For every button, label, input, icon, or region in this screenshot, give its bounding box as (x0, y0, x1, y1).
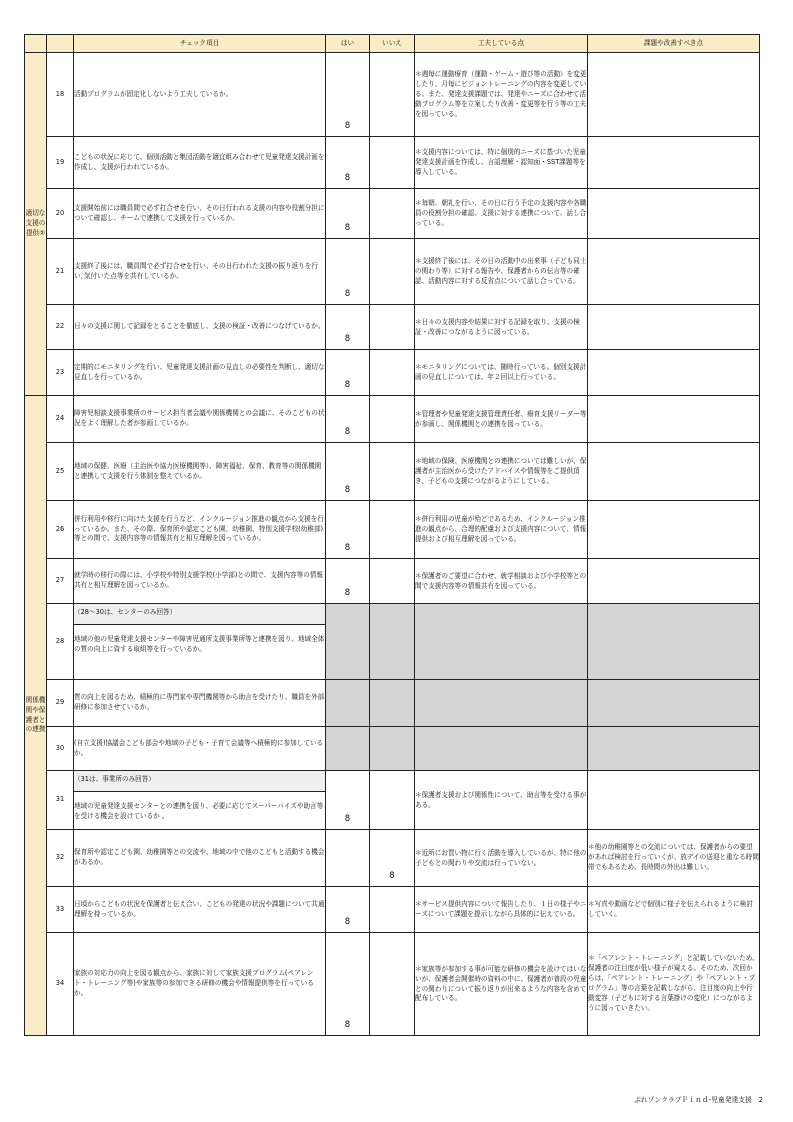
yes-count: 8 (326, 396, 370, 443)
category-cell: 適切な支援の提供② (25, 53, 47, 396)
header-yes: はい (326, 35, 370, 53)
yes-count: 8 (326, 887, 370, 933)
issue-text: ＊「ペアレント・トレーニング」と記載していないため、保護者の注目度が低い様子が窺える。そのため、次回からは、「ペアレント・トレーニング」や「ペアレント・プログラム」等の言葉を記載しながら、注目度の向上や行動変容（子どもに対する言葉掛けの変化）につながるように図っていきたい。 (588, 933, 760, 1036)
check-item: 家族の対応力の向上を図る観点から、家族に対して家族支援プログラム(ペアレント・トレーニング等)や家族等の参加できる研修の機会や情報提供等を行っているか。 (74, 933, 326, 1036)
no-count (370, 350, 415, 396)
header-blank-cat (25, 35, 47, 53)
table-row (25, 305, 760, 350)
yes-count: 8 (326, 933, 370, 1036)
row-number: 29 (47, 680, 74, 727)
table-row (25, 396, 760, 443)
yes-count (326, 830, 370, 887)
check-item: (自立支援)協議会こども部会や地域の子ども・子育て会議等へ積極的に参加しているか。 (74, 727, 326, 771)
yes-count (326, 727, 370, 771)
table-row (25, 830, 760, 887)
table-row (25, 443, 760, 501)
improvement-text: ＊支援内容については、特に個別的ニーズに基づいた児童発達支援計画を作成し、言語理解・認知面・SST課題等を導入している。 (415, 137, 588, 189)
issue-text (588, 137, 760, 189)
issue-text (588, 305, 760, 350)
improvement-text (415, 680, 588, 727)
table-row (25, 501, 760, 559)
yes-count: 8 (326, 239, 370, 305)
issue-text (588, 53, 760, 137)
category-cell: 関係機関や保護者との連携 (25, 396, 47, 1036)
yes-count (326, 680, 370, 727)
row-number: 22 (47, 305, 74, 350)
no-count (370, 443, 415, 501)
yes-count: 8 (326, 305, 370, 350)
improvement-text: ＊毎朝、朝礼を行い、その日に行う予定の支援内容や各職員の役割分担の確認、支援に対する連携について、話し合っている。 (415, 189, 588, 239)
improvement-text: ＊モニタリングについては、随時行っている。個別支援計画の見直しについては、年２回以上行っている。 (415, 350, 588, 396)
improvement-text (415, 727, 588, 771)
header-row (25, 35, 760, 53)
answer-scope-note: （31は、事業所のみ回答） (74, 771, 326, 793)
issue-text: ＊他の幼稚園等との交流については、保護者からの要望があれば検討を行っていくが、放デイの送迎と重なる時間帯でもあるため、長時間の外出は難しい。 (588, 830, 760, 887)
issue-text (588, 727, 760, 771)
header-blank-num (47, 35, 74, 53)
table-row (25, 771, 760, 830)
issue-text (588, 604, 760, 680)
header-no: いいえ (370, 35, 415, 53)
improvement-text: ＊保護者のご要望に合わせ、就学相談および小学校等との間で支援内容等の情報共有を図っている。 (415, 559, 588, 604)
check-item: 支援終了後には、職員間で必ず打合せを行い、その日行われた支援の振り返りを行い､気付いた点等を共有しているか。 (74, 239, 326, 305)
no-count (370, 189, 415, 239)
table-row (25, 727, 760, 771)
row-number: 25 (47, 443, 74, 501)
improvement-text: ＊近所にお買い物に行く活動を導入しているが、特に他の子どもとの関わりや交流は行っていない。 (415, 830, 588, 887)
no-count (370, 680, 415, 727)
table-row (25, 53, 760, 137)
issue-text (588, 443, 760, 501)
check-item-text: 地域の児童発達支援センターとの連携を図り、必要に応じてスーパーバイズや助言等を受ける機会を設けているか 。 (74, 802, 324, 820)
yes-count: 8 (326, 443, 370, 501)
improvement-text: ＊保護者支援および関係性について、助言等を受ける事がある。 (415, 771, 588, 830)
check-item: 支援開始前には職員間で必ず打合せを行い、その日行われる支援の内容や役割分担について確認し、チームで連携して支援を行っているか。 (74, 189, 326, 239)
improvement-text: ＊支援終了後には、その日の活動中の出来事（子ども同士の関わり等）に対する報告や、保護者からの伝言等の確認、活動内容に対する反省点について話し合っている。 (415, 239, 588, 305)
no-count (370, 604, 415, 680)
table-row (25, 239, 760, 305)
answer-scope-note: （28～30は、センターのみ回答） (74, 604, 326, 626)
check-item (74, 604, 326, 680)
issue-text (588, 350, 760, 396)
issue-text (588, 771, 760, 830)
no-count: 8 (370, 830, 415, 887)
row-number: 32 (47, 830, 74, 887)
check-item: 就学時の移行の際には、小学校や特別支援学校(小学部)との間で、支援内容等の情報共有と相互理解を図っているか。 (74, 559, 326, 604)
improvement-text: ＊家族等が参加する事が可能な研修の機会を設けてはいないが、保護者会開催時の資料の中に、保護者が普段の児童との関わりについて振り返りが出来るような内容を含めて配布している。 (415, 933, 588, 1036)
row-number: 18 (47, 53, 74, 137)
check-item (74, 771, 326, 830)
check-item: 障害児相談支援事業所のサービス担当者会議や関係機関との会議に、そのこどもの状況をよく理解した者が参画しているか。 (74, 396, 326, 443)
check-item: 活動プログラムが固定化しないよう工夫しているか。 (74, 53, 326, 137)
improvement-text: ＊週毎に運動療育（運動・ゲーム・遊び等の活動）を変更したり、月毎にビジョントレーニングの内容を変更している。また、発達支援課題では、発達やニーズに合わせて活動プログラム等を立案したり改善・変更等を行う等の工夫を図っている。 (415, 53, 588, 137)
issue-text (588, 501, 760, 559)
check-item: 日頃からこどもの状況を保護者と伝え合い、こどもの発達の状況や課題について共通理解を持っているか。 (74, 887, 326, 933)
improvement-text: ＊地域の保険、医療機関との連携については難しいが、保護者が主治医から受けたアドバイスや情報等をご提供頂き、子どもの支援につながるようにしている。 (415, 443, 588, 501)
check-item-text: 地域の他の児童発達支援センターや障害児通所支援事業所等と連携を図り、地域全体の質の向上に資する取組等を行っているか。 (74, 635, 325, 653)
issue-text (588, 189, 760, 239)
row-number: 23 (47, 350, 74, 396)
no-count (370, 53, 415, 137)
check-item: 併行利用や移行に向けた支援を行うなど、インクルージョン推進の観点から支援を行っているか。また、その際、保育所や認定こども園、幼稚園、特別支援学校(幼稚部)等との間で、支援内容等の情報共有と相互理解を図っているか。 (74, 501, 326, 559)
yes-count: 8 (326, 137, 370, 189)
check-item: 地域の保健、医療（主治医や協力医療機関等）、障害福祉、保育、教育等の関係機関と連携して支援を行う体制を整えているか。 (74, 443, 326, 501)
yes-count: 8 (326, 501, 370, 559)
header-check-item: チェック項目 (74, 35, 326, 53)
table-row (25, 137, 760, 189)
header-improvements: 工夫している点 (415, 35, 588, 53)
yes-count (326, 604, 370, 680)
table-row (25, 680, 760, 727)
no-count (370, 396, 415, 443)
no-count (370, 305, 415, 350)
table-row (25, 933, 760, 1036)
no-count (370, 137, 415, 189)
improvement-text: ＊日々の支援内容や結果に対する記録を取り、支援の検証・改善につながるように図っている。 (415, 305, 588, 350)
checklist-table (24, 34, 760, 1036)
issue-text (588, 239, 760, 305)
row-number: 21 (47, 239, 74, 305)
row-number: 26 (47, 501, 74, 559)
improvement-text: ＊併行利用の児童が殆どであるため、インクルージョン推進の観点から、合理的配慮および支援内容について、情報提供および相互理解を図っている。 (415, 501, 588, 559)
no-count (370, 501, 415, 559)
yes-count: 8 (326, 559, 370, 604)
row-number: 31 (47, 771, 74, 830)
yes-count: 8 (326, 771, 370, 830)
check-item: 定期的にモニタリングを行い、児童発達支援計画の見直しの必要性を判断し、適切な見直しを行っているか。 (74, 350, 326, 396)
check-item: 保育所や認定こども園、幼稚園等との交流や、地域の中で他のこどもと活動する機会があるか。 (74, 830, 326, 887)
row-number: 20 (47, 189, 74, 239)
no-count (370, 771, 415, 830)
no-count (370, 239, 415, 305)
table-row (25, 350, 760, 396)
row-number: 19 (47, 137, 74, 189)
issue-text (588, 559, 760, 604)
yes-count: 8 (326, 189, 370, 239)
row-number: 30 (47, 727, 74, 771)
check-item: こどもの状況に応じて、個別活動と集団活動を適宜組み合わせて児童発達支援計画を作成し、支援が行われているか。 (74, 137, 326, 189)
issue-text (588, 396, 760, 443)
no-count (370, 887, 415, 933)
improvement-text (415, 604, 588, 680)
table-row (25, 189, 760, 239)
check-item: 質の向上を図るため、積極的に専門家や専門機関等から助言を受けたり、職員を外部研修に参加させているか。 (74, 680, 326, 727)
row-number: 28 (47, 604, 74, 680)
row-number: 27 (47, 559, 74, 604)
issue-text: ＊写真や動画などで個別に様子を伝えられるように検討していく。 (588, 887, 760, 933)
row-number: 24 (47, 396, 74, 443)
table-row (25, 559, 760, 604)
no-count (370, 727, 415, 771)
yes-count: 8 (326, 350, 370, 396)
table-row (25, 887, 760, 933)
row-number: 33 (47, 887, 74, 933)
row-number: 34 (47, 933, 74, 1036)
no-count (370, 933, 415, 1036)
improvement-text: ＊サービス提供内容について報告したり、１日の様子やニーズについて課題を提示しながら具体的に伝えている。 (415, 887, 588, 933)
table-row (25, 604, 760, 680)
no-count (370, 559, 415, 604)
issue-text (588, 680, 760, 727)
improvement-text: ＊管理者や児童発達支援管理責任者、療育支援リーダー等が参画し、関係機関との連携を図っている。 (415, 396, 588, 443)
header-issues: 課題や改善すべき点 (588, 35, 760, 53)
yes-count: 8 (326, 53, 370, 137)
page-footer: ぷれゾンクラブＦｉｎｄ-児童発達支援 2 (634, 1096, 763, 1104)
check-item: 日々の支援に関して記録をとることを徹底し、支援の検証・改善につなげているか。 (74, 305, 326, 350)
